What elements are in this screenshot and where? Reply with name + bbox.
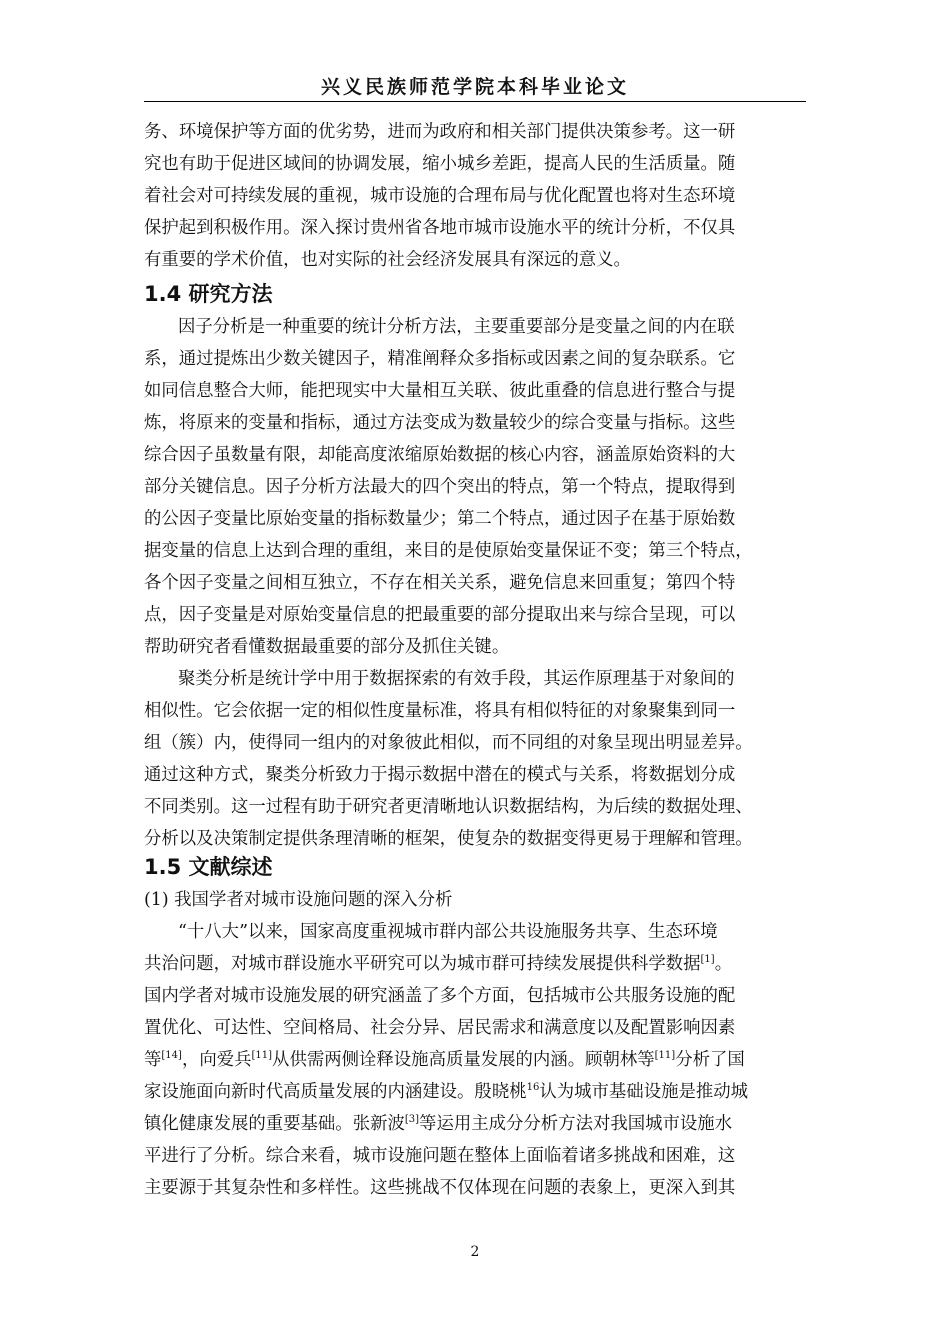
text-line: 不同类别。这一过程有助于研究者更清晰地认识数据结构，为后续的数据处理、 — [144, 797, 753, 817]
citation: [11] — [654, 1050, 676, 1061]
text-line: 聚类分析是统计学中用于数据探索的有效手段，其运作原理基于对象间的 — [178, 669, 735, 689]
text-line: 综合因子虽数量有限，却能高度浓缩原始数据的核心内容，涵盖原始资料的大 — [144, 445, 736, 465]
text-span: 共治问题，对城市群设施水平研究可以为城市群可持续发展提供科学数据 — [144, 954, 701, 974]
text-span: 从供需两侧诠释设施高质量发展的内涵。顾朝林等 — [272, 1050, 655, 1070]
text-span: ，向爱兵 — [181, 1050, 252, 1070]
text-line: 分析以及决策制定提供条理清晰的框架，使复杂的数据变得更易于理解和管理。 — [144, 829, 753, 849]
citation: [14] — [161, 1050, 182, 1061]
text-span: 认为城市基础设施是推动城 — [539, 1082, 749, 1102]
text-line: 有重要的学术价值，也对实际的社会经济发展具有深远的意义。 — [144, 250, 631, 270]
text-line: 务、环境保护等方面的优劣势，进而为政府和相关部门提供决策参考。这一研 — [144, 122, 736, 142]
citation: [11] — [251, 1050, 273, 1061]
text-line — [144, 1078, 806, 1106]
text-line: 着社会对可持续发展的重视，城市设施的合理布局与优化配置也将对生态环境 — [144, 186, 736, 206]
citation: 16 — [526, 1082, 540, 1093]
text-line: 通过这种方式，聚类分析致力于揭示数据中潜在的模式与关系，将数据划分成 — [144, 765, 736, 785]
text-span: 分析了国 — [675, 1050, 745, 1070]
text-line: 相似性。它会依据一定的相似性度量标准，将具有相似特征的对象聚集到同一 — [144, 701, 736, 721]
subsection-heading: (1) 我国学者对城市设施问题的深入分析 — [144, 890, 453, 910]
text-span: 等 — [144, 1050, 162, 1070]
text-line — [144, 1110, 806, 1138]
text-line: 据变量的信息上达到合理的重组，来目的是使原始变量保证不变；第三个特点， — [144, 541, 753, 561]
text-line: 主要源于其复杂性和多样性。这些挑战不仅体现在问题的表象上，更深入到其 — [144, 1178, 736, 1198]
text-line: 炼，将原来的变量和指标，通过方法变成为数量较少的综合变量与指标。这些 — [144, 413, 736, 433]
page-number: 2 — [470, 1244, 480, 1260]
citation: [3] — [404, 1114, 420, 1125]
text-line: 保护起到积极作用。深入探讨贵州省各地市城市设施水平的统计分析，不仅具 — [144, 218, 736, 238]
citation: [1] — [700, 954, 715, 965]
text-line: 部分关键信息。因子分析方法最大的四个突出的特点，第一个特点，提取得到 — [144, 477, 736, 497]
section-heading: 1.5 文献综述 — [144, 855, 273, 879]
text-line: 点，因子变量是对原始变量信息的把最重要的部分提取出来与综合呈现，可以 — [144, 605, 736, 625]
text-line: 究也有助于促进区域间的协调发展，缩小城乡差距，提高人民的生活质量。随 — [144, 154, 736, 174]
text-line: “十八大”以来，国家高度重视城市群内部公共设施服务共享、生态环境 — [178, 922, 718, 942]
text-line — [144, 1046, 806, 1074]
header-rule — [144, 101, 806, 102]
text-line: 平进行了分析。综合来看，城市设施问题在整体上面临着诸多挑战和困难，这 — [144, 1146, 736, 1166]
text-span: 等运用主成分分析方法对我国城市设施水 — [419, 1114, 733, 1134]
text-line: 如同信息整合大师，能把现实中大量相互关联、彼此重叠的信息进行整合与提 — [144, 381, 736, 401]
text-line: 组（簇）内，使得同一组内的对象彼此相似，而不同组的对象呈现出明显差异。 — [144, 733, 753, 753]
text-line: 系，通过提炼出少数关键因子，精准阐释众多指标或因素之间的复杂联系。它 — [144, 349, 736, 369]
text-line: 因子分析是一种重要的统计分析方法，主要重要部分是变量之间的内在联 — [178, 317, 735, 337]
text-span: 家设施面向新时代高质量发展的内涵建设。殷晓桃 — [144, 1082, 527, 1102]
text-line: 国内学者对城市设施发展的研究涵盖了多个方面，包括城市公共服务设施的配 — [144, 986, 736, 1006]
section-heading: 1.4 研究方法 — [144, 282, 273, 306]
text-line: 各个因子变量之间相互独立，不存在相关关系，避免信息来回重复；第四个特 — [144, 573, 736, 593]
header-title: 兴义民族师范学院本科毕业论文 — [320, 76, 629, 98]
text-line: 置优化、可达性、空间格局、社会分异、居民需求和满意度以及配置影响因素 — [144, 1018, 736, 1038]
text-span: 镇化健康发展的重要基础。张新波 — [144, 1114, 405, 1134]
text-line: 帮助研究者看懂数据最重要的部分及抓住关键。 — [144, 637, 510, 657]
text-line — [144, 950, 806, 978]
text-line: 的公因子变量比原始变量的指标数量少；第二个特点，通过因子在基于原始数 — [144, 509, 736, 529]
text-span: 。 — [714, 954, 733, 974]
